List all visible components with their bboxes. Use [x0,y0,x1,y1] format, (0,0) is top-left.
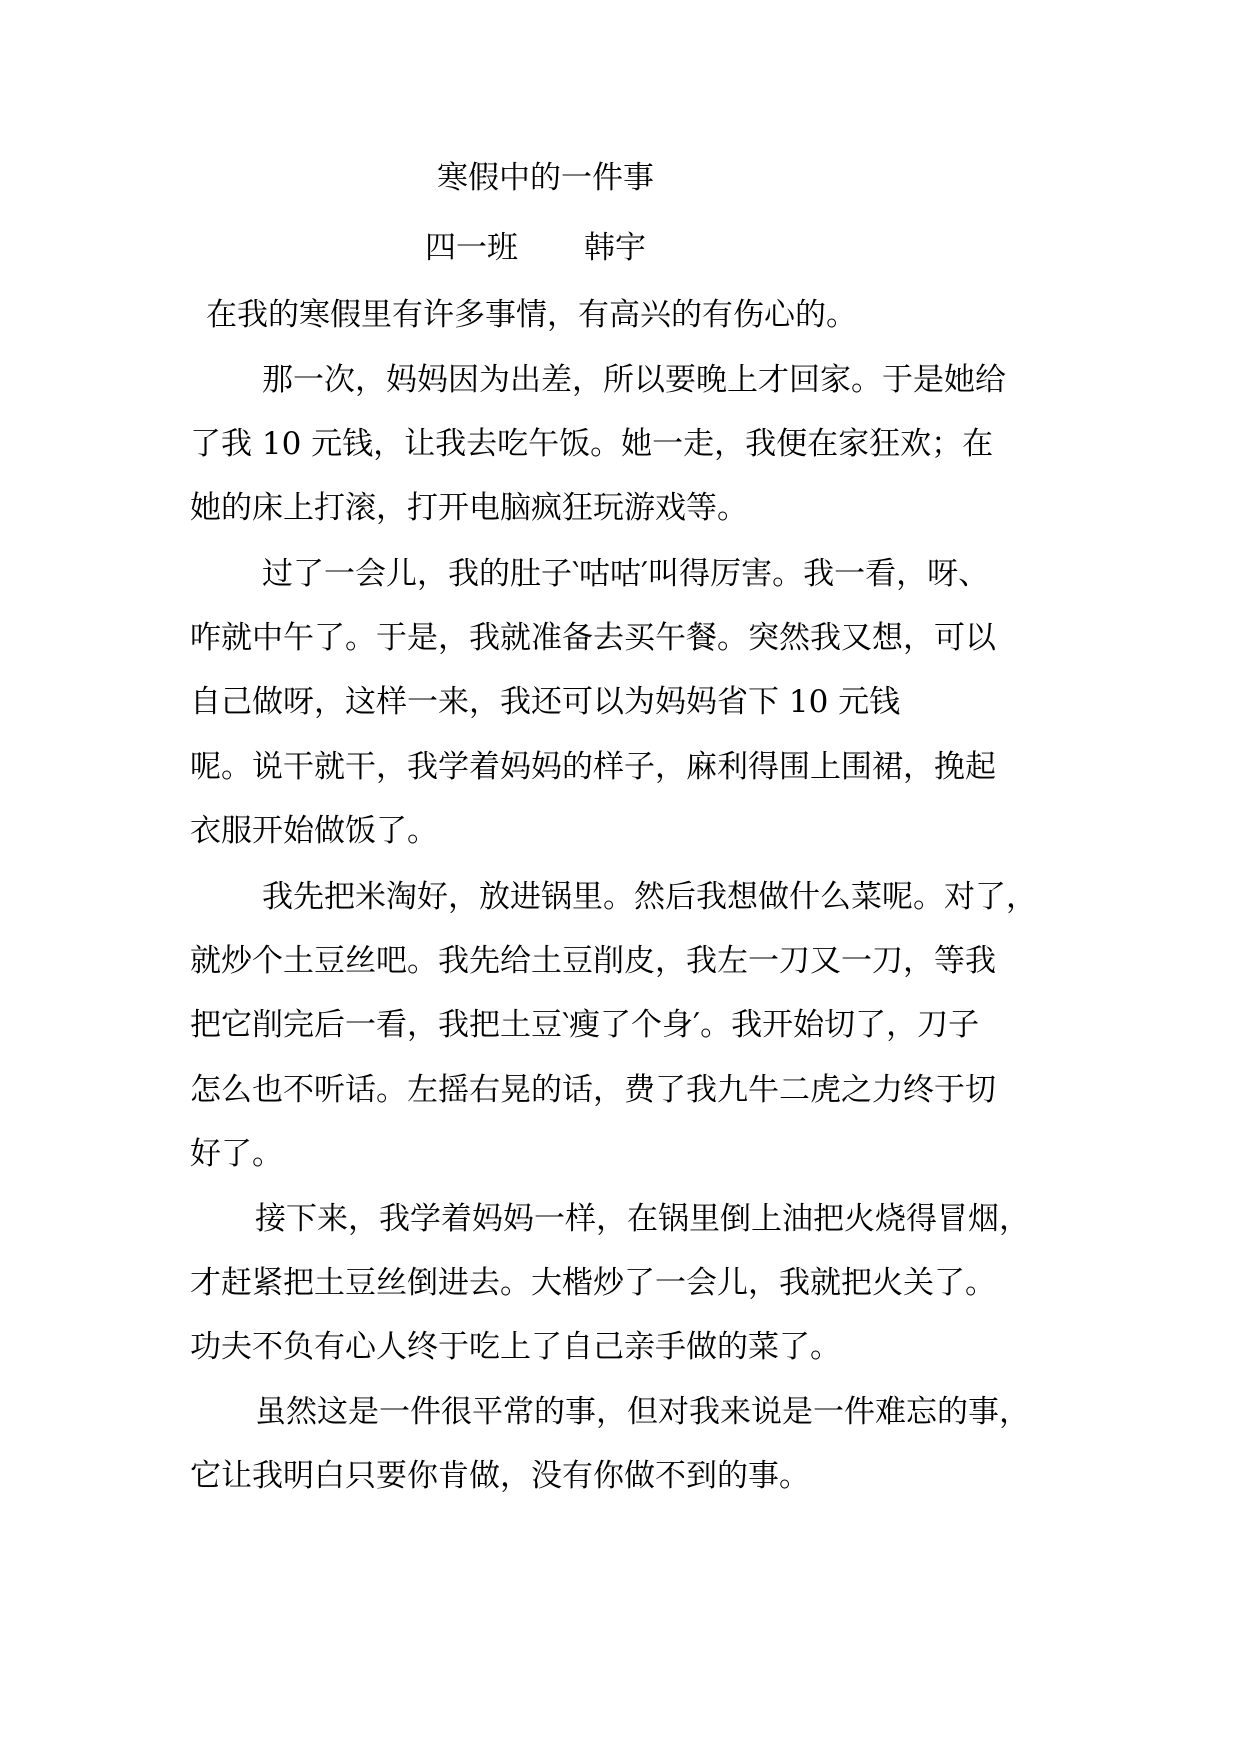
text-line: 就炒个土豆丝吧。我先给土豆削皮，我左一刀又一刀，等我 [190,943,996,979]
text-line: 那一次，妈妈因为出差，所以要晚上才回家。于是她给 [262,362,1006,398]
text-line: 过了一会儿，我的肚子‵咕咕′叫得厉害。我一看，呀、 [262,556,990,592]
class-name: 四一班 [425,230,518,266]
text-line: 呢。说干就干，我学着妈妈的样子，麻利得围上围裙，挽起 [190,749,996,785]
text-line: 了我 10 元钱，让我去吃午饭。她一走，我便在家狂欢；在 [190,426,994,462]
text-line: 咋就中午了。于是，我就准备去买午餐。突然我又想，可以 [190,620,996,656]
text-line: 衣服开始做饭了。 [190,813,438,849]
byline [425,228,646,268]
text-line: 虽然这是一件很平常的事，但对我来说是一件难忘的事， [255,1394,1030,1430]
text-line: 在我的寒假里有许多事情，有高兴的有伤心的。 [206,297,857,333]
text-line: 才赶紧把土豆丝倒进去。大楷炒了一会儿，我就把火关了。 [190,1265,996,1301]
text-line: 自己做呀，这样一来，我还可以为妈妈省下 10 元钱 [190,684,901,720]
text-line: 它让我明白只要你肯做，没有你做不到的事。 [190,1458,810,1494]
text-line: 怎么也不听话。左摇右晃的话，费了我九牛二虎之力终于切 [190,1072,996,1108]
text-line: 把它削完后一看，我把土豆‵瘦了个身′。我开始切了，刀子 [190,1007,980,1043]
text-line: 她的床上打滚，打开电脑疯狂玩游戏等。 [190,490,748,526]
document-title: 寒假中的一件事 [437,160,654,196]
author-name: 韩宇 [584,230,646,266]
text-line: 好了。 [190,1136,283,1172]
text-line: 功夫不负有心人终于吃上了自己亲手做的菜了。 [190,1329,841,1365]
text-line: 我先把米淘好，放进锅里。然后我想做什么菜呢。对了， [262,879,1037,915]
text-line: 接下来，我学着妈妈一样，在锅里倒上油把火烧得冒烟， [255,1201,1030,1237]
